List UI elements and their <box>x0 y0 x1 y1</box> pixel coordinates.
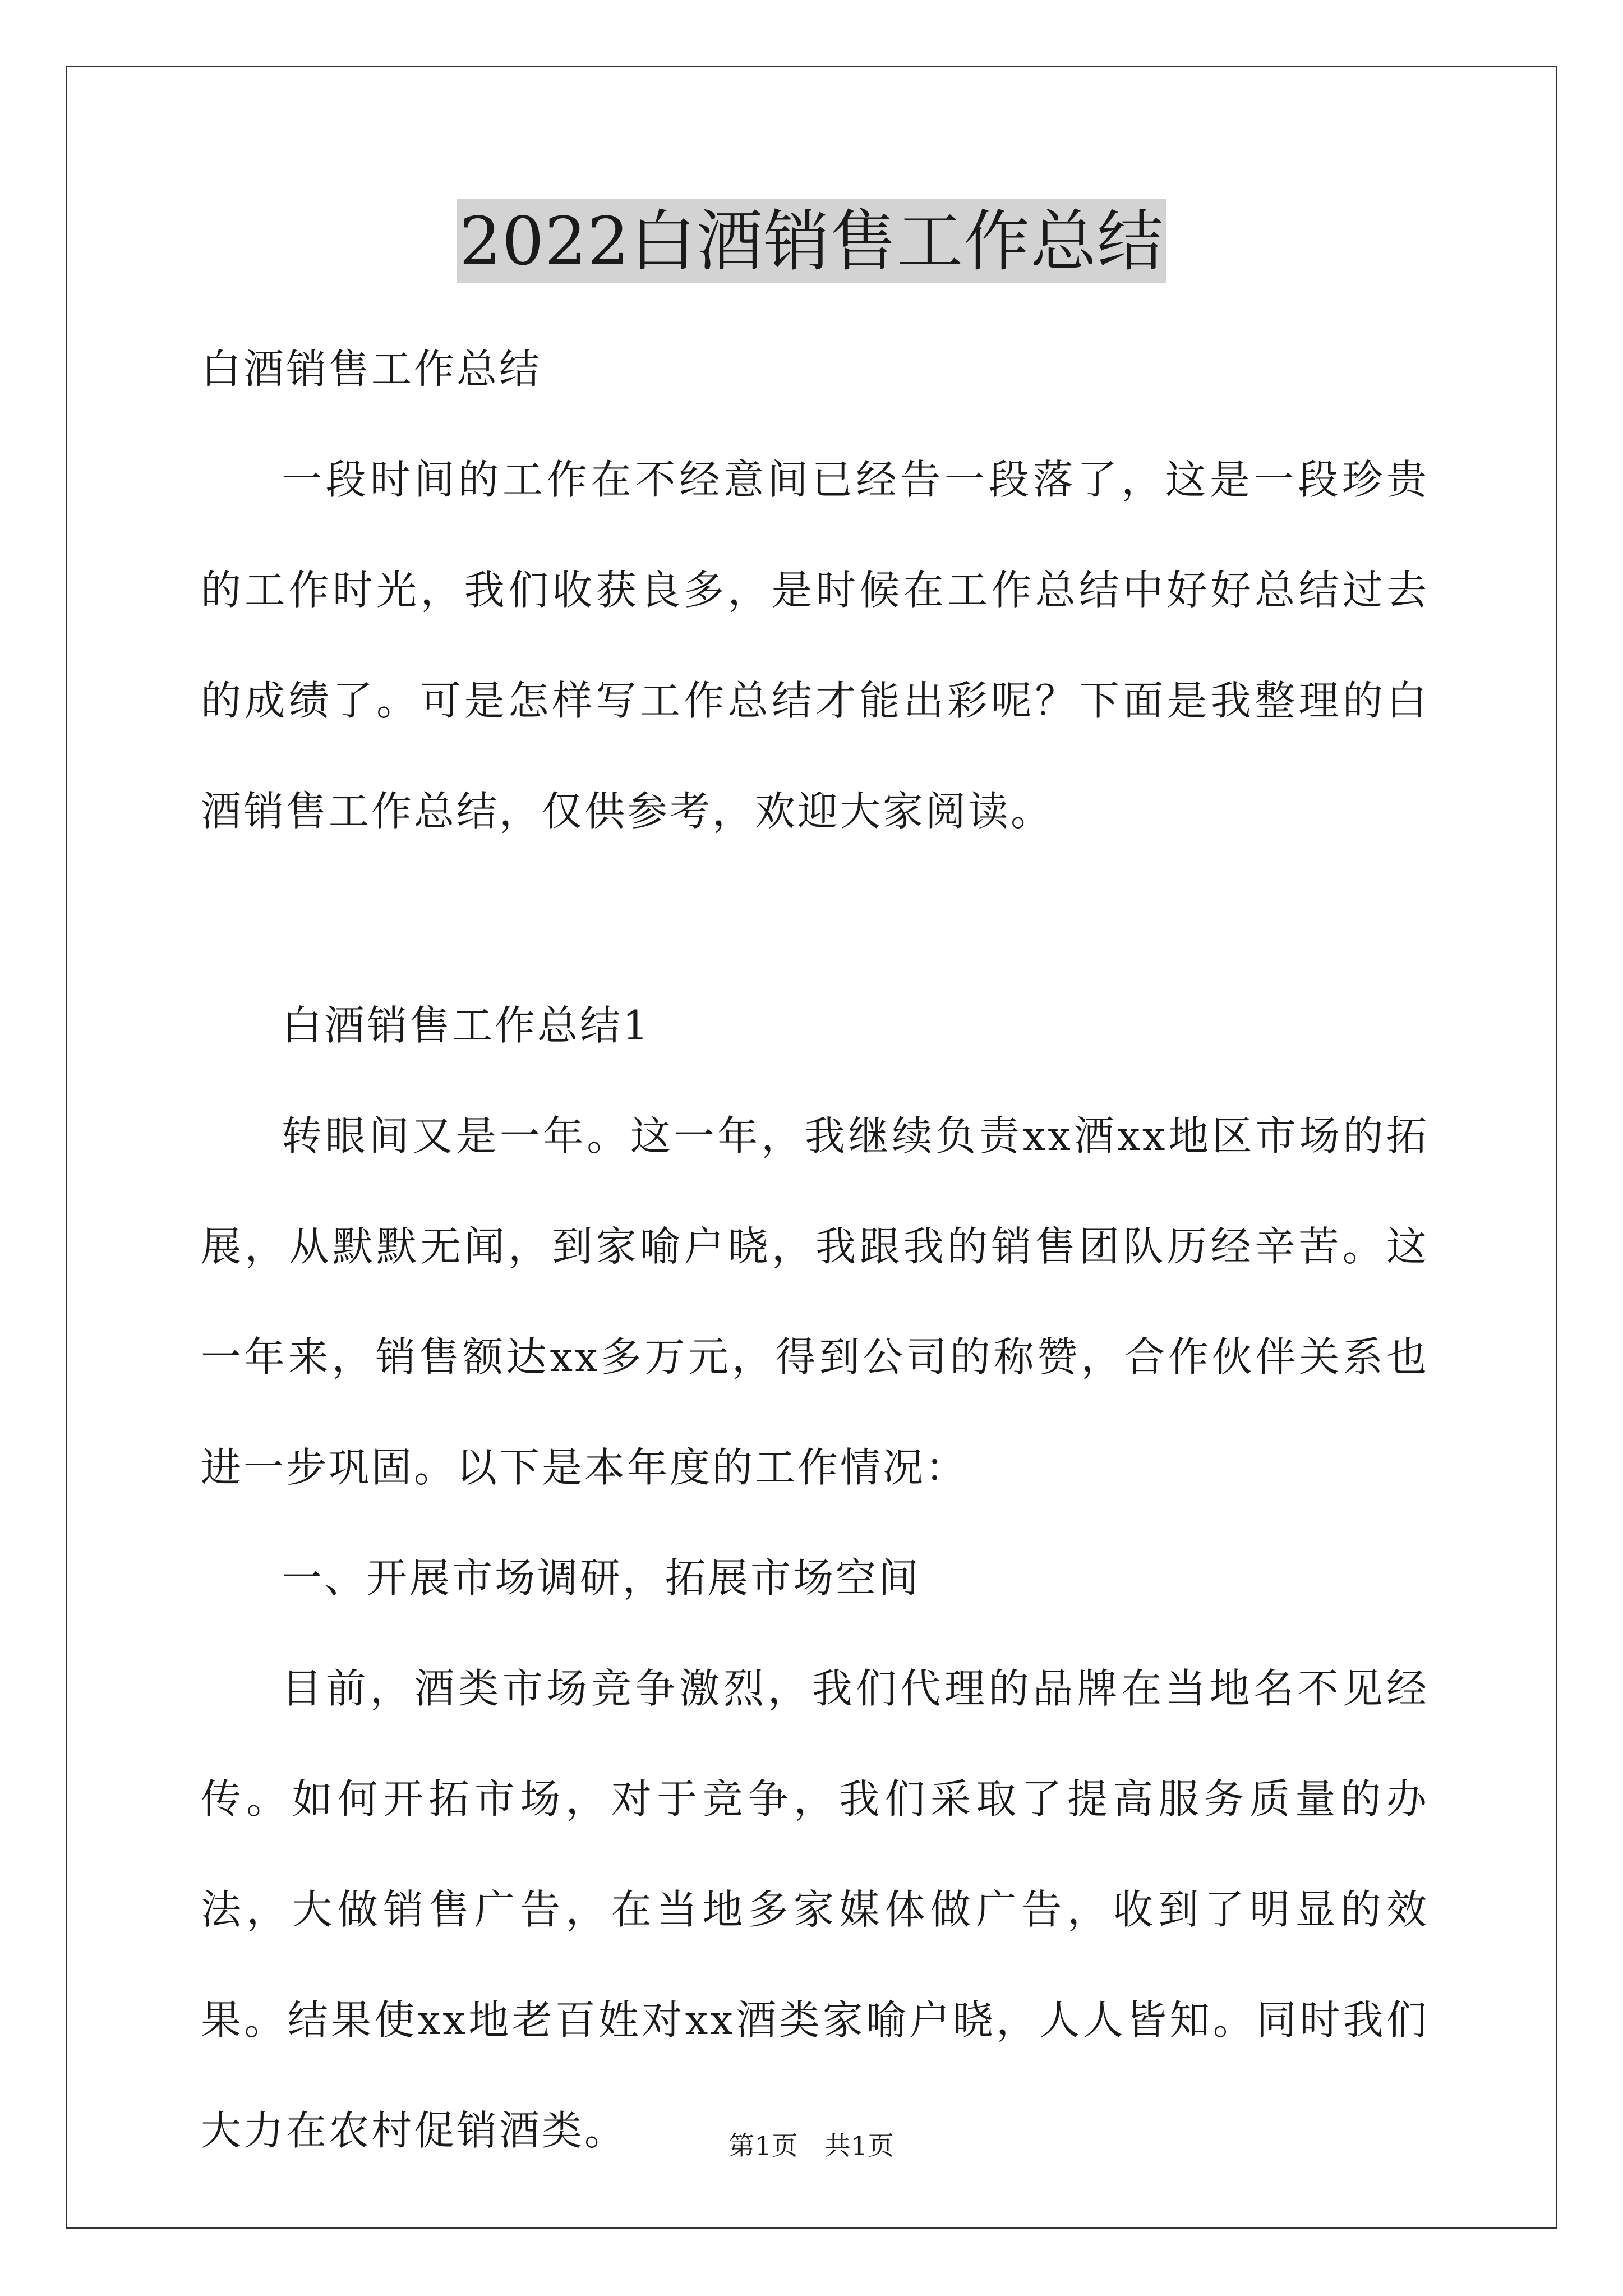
intro-heading: 白酒销售工作总结 <box>201 346 542 393</box>
document-body <box>201 314 1429 2186</box>
intro-paragraph: 一段时间的工作在不经意间已经告一段落了，这是一段珍贵的工作时光，我们收获良多，是时候在工作总结中好好总结过去的成绩了。可是怎样写工作总结才能出彩呢？下面是我整理的白酒销售工作总结，仅供参考，欢迎大家阅读。 <box>201 456 1429 835</box>
page-footer: 第1页 共1页 <box>728 2131 895 2161</box>
document-title: 2022白酒销售工作总结 <box>457 199 1166 283</box>
section-heading: 白酒销售工作总结1 <box>282 1002 651 1049</box>
section-paragraph-1: 转眼间又是一年。这一年，我继续负责xx酒xx地区市场的拓展，从默默无闻，到家喻户晓，我跟我的销售团队历经辛苦。这一年来，销售额达xx多万元，得到公司的称赞，合作伙伴关系也进一步巩固。以下是本年度的工作情况： <box>201 1112 1429 1491</box>
section-subheading: 一、开展市场调研，拓展市场空间 <box>282 1554 921 1602</box>
section-paragraph-2: 目前，酒类市场竞争激烈，我们代理的品牌在当地名不见经传。如何开拓市场，对于竞争，我们采取了提高服务质量的办法，大做销售广告，在当地多家媒体做广告，收到了明显的效果。结果使xx地老百姓对xx酒类家喻户晓，人人皆知。同时我们大力在农村促销酒类。 <box>201 1665 1429 2154</box>
title-container <box>0 199 1623 283</box>
section-spacer <box>201 867 1429 970</box>
